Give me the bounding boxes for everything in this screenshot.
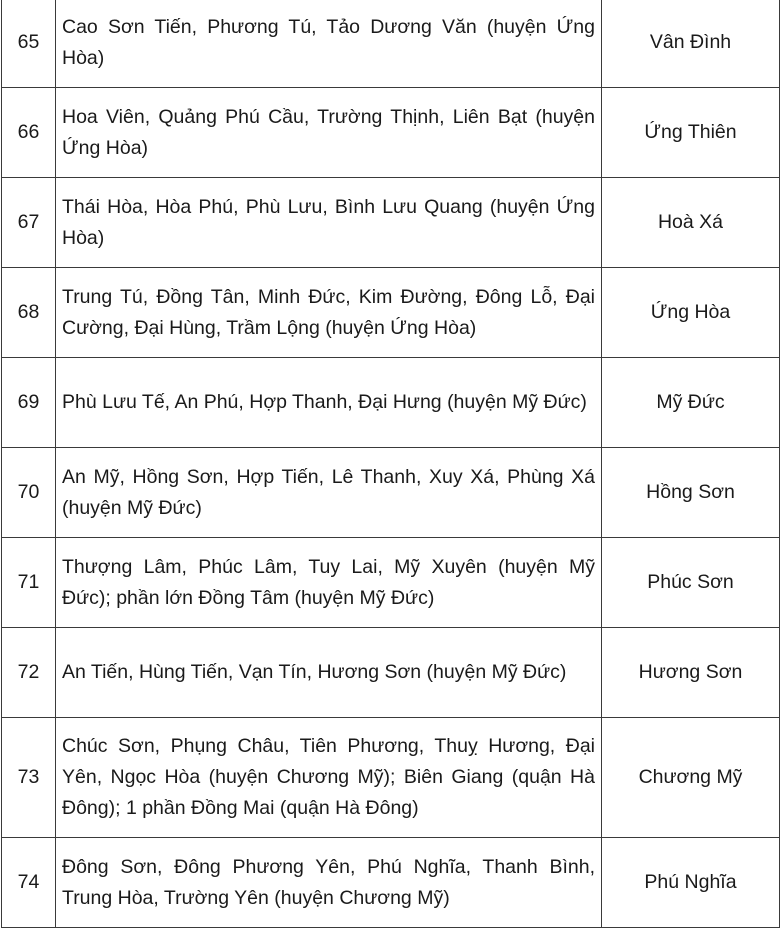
row-number: 70: [2, 448, 56, 538]
table-row: [2, 0, 780, 88]
merged-units-cell: Phù Lưu Tế, An Phú, Hợp Thanh, Đại Hưng (huyện Mỹ Đức): [56, 358, 602, 448]
merged-units-cell: Đông Sơn, Đông Phương Yên, Phú Nghĩa, Thanh Bình, Trung Hòa, Trường Yên (huyện Chương Mỹ): [56, 838, 602, 928]
new-unit-name: Ứng Hòa: [602, 268, 780, 358]
row-number: 68: [2, 268, 56, 358]
merged-units-cell: Thái Hòa, Hòa Phú, Phù Lưu, Bình Lưu Quang (huyện Ứng Hòa): [56, 178, 602, 268]
row-number: 73: [2, 718, 56, 838]
merged-units-cell: An Mỹ, Hồng Sơn, Hợp Tiến, Lê Thanh, Xuy Xá, Phùng Xá (huyện Mỹ Đức): [56, 448, 602, 538]
merged-units-cell: Chúc Sơn, Phụng Châu, Tiên Phương, Thuỵ Hương, Đại Yên, Ngọc Hòa (huyện Chương Mỹ); Biên Giang (quận Hà Đông); 1 phần Đồng Mai (quận Hà Đông): [56, 718, 602, 838]
row-number: 65: [2, 0, 56, 88]
table-row: [2, 448, 780, 538]
merged-units-cell: Trung Tú, Đồng Tân, Minh Đức, Kim Đường, Đông Lỗ, Đại Cường, Đại Hùng, Trầm Lộng (huyện Ứng Hòa): [56, 268, 602, 358]
new-unit-name: Ứng Thiên: [602, 88, 780, 178]
table-row: [2, 628, 780, 718]
row-number: 74: [2, 838, 56, 928]
new-unit-name: Phúc Sơn: [602, 538, 780, 628]
new-unit-name: Phú Nghĩa: [602, 838, 780, 928]
new-unit-name: Vân Đình: [602, 0, 780, 88]
new-unit-name: Hoà Xá: [602, 178, 780, 268]
new-unit-name: Chương Mỹ: [602, 718, 780, 838]
row-number: 69: [2, 358, 56, 448]
row-number: 71: [2, 538, 56, 628]
merged-units-cell: Thượng Lâm, Phúc Lâm, Tuy Lai, Mỹ Xuyên (huyện Mỹ Đức); phần lớn Đồng Tâm (huyện Mỹ Đức): [56, 538, 602, 628]
table-row: [2, 838, 780, 928]
new-unit-name: Hương Sơn: [602, 628, 780, 718]
table-row: [2, 178, 780, 268]
table-row: [2, 88, 780, 178]
new-unit-name: Mỹ Đức: [602, 358, 780, 448]
table-row: [2, 358, 780, 448]
table-row: [2, 268, 780, 358]
merged-units-cell: Cao Sơn Tiến, Phương Tú, Tảo Dương Văn (huyện Ứng Hòa): [56, 0, 602, 88]
table-row: [2, 538, 780, 628]
row-number: 66: [2, 88, 56, 178]
merger-table: [1, 0, 780, 928]
new-unit-name: Hồng Sơn: [602, 448, 780, 538]
merged-units-cell: An Tiến, Hùng Tiến, Vạn Tín, Hương Sơn (huyện Mỹ Đức): [56, 628, 602, 718]
row-number: 67: [2, 178, 56, 268]
row-number: 72: [2, 628, 56, 718]
merged-units-cell: Hoa Viên, Quảng Phú Cầu, Trường Thịnh, Liên Bạt (huyện Ứng Hòa): [56, 88, 602, 178]
table-row: [2, 718, 780, 838]
